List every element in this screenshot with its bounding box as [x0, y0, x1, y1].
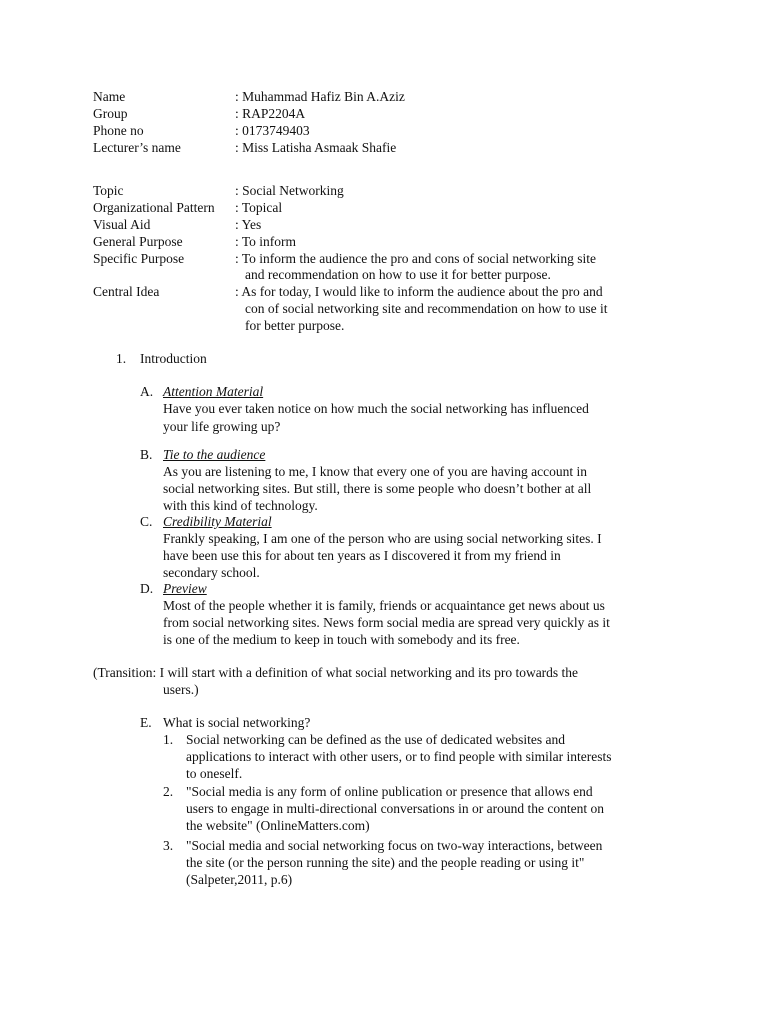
- intro-d-letter: D.: [140, 581, 154, 596]
- intro-title: Introduction: [140, 351, 207, 366]
- item-line: the site (or the person running the site) and the people reading or using it": [186, 855, 585, 870]
- intro-b-letter: B.: [140, 447, 153, 462]
- specific-purpose-line: and recommendation on how to use it for better purpose.: [245, 267, 551, 282]
- credibility-line: Frankly speaking, I am one of the person who are using social networking sites. I: [163, 531, 602, 546]
- group-value: : RAP2204A: [235, 106, 306, 121]
- name-value: : Muhammad Hafiz Bin A.Aziz: [235, 89, 405, 104]
- visual-aid-value: : Yes: [235, 217, 262, 232]
- credibility-heading: Credibility Material: [163, 514, 272, 529]
- item-line: to oneself.: [186, 766, 243, 781]
- tie-to-audience-heading: Tie to the audience: [163, 447, 266, 462]
- central-idea-line: con of social networking site and recommendation on how to use it: [245, 301, 608, 316]
- transition-line: (Transition: I will start with a definition of what social networking and its pro towards the: [93, 665, 579, 680]
- attention-material-heading: Attention Material: [163, 384, 264, 399]
- item-line: (Salpeter,2011, p.6): [186, 872, 293, 887]
- credibility-line: secondary school.: [163, 565, 260, 580]
- credibility-line: have been use this for about ten years as I discovered it from my friend in: [163, 548, 561, 563]
- lecturer-value: : Miss Latisha Asmaak Shafie: [235, 140, 397, 155]
- section-e-title: What is social networking?: [163, 715, 311, 730]
- general-purpose-value: : To inform: [235, 234, 297, 249]
- item-number: 2.: [163, 784, 174, 799]
- topic-value: : Social Networking: [235, 183, 344, 198]
- tie-line: social networking sites. But still, there is some people who doesn’t bother at all: [163, 481, 592, 496]
- item-line: applications to interact with other users, or to find people with similar interests: [186, 749, 612, 764]
- pattern-value: : Topical: [235, 200, 283, 215]
- preview-line: Most of the people whether it is family, friends or acquaintance get news about us: [163, 598, 605, 613]
- section-e-letter: E.: [140, 715, 152, 730]
- central-idea-label: Central Idea: [93, 284, 160, 299]
- phone-label: Phone no: [93, 123, 144, 138]
- attention-line: Have you ever taken notice on how much the social networking has influenced: [163, 401, 589, 416]
- central-idea-line: for better purpose.: [245, 318, 345, 333]
- intro-a-letter: A.: [140, 384, 154, 399]
- item-line: the website" (OnlineMatters.com): [186, 818, 370, 833]
- attention-line: your life growing up?: [163, 419, 281, 434]
- item-number: 1.: [163, 732, 174, 747]
- intro-number: 1.: [116, 351, 127, 366]
- item-line: "Social media is any form of online publication or presence that allows end: [186, 784, 593, 799]
- lecturer-label: Lecturer’s name: [93, 140, 181, 155]
- transition-line: users.): [163, 682, 199, 697]
- visual-aid-label: Visual Aid: [93, 217, 151, 232]
- group-label: Group: [93, 106, 128, 121]
- specific-purpose-line: : To inform the audience the pro and cons of social networking site: [235, 251, 596, 266]
- central-idea-line: : As for today, I would like to inform the audience about the pro and: [235, 284, 603, 299]
- intro-c-letter: C.: [140, 514, 153, 529]
- item-line: "Social media and social networking focus on two-way interactions, between: [186, 838, 603, 853]
- tie-line: As you are listening to me, I know that every one of you are having account in: [163, 464, 588, 479]
- item-line: Social networking can be defined as the use of dedicated websites and: [186, 732, 565, 747]
- item-line: users to engage in multi-directional conversations in or around the content on: [186, 801, 605, 816]
- preview-line: from social networking sites. News form social media are spread very quickly as it: [163, 615, 610, 630]
- phone-value: : 0173749403: [235, 123, 310, 138]
- specific-purpose-label: Specific Purpose: [93, 251, 185, 266]
- preview-heading: Preview: [163, 581, 207, 596]
- preview-line: is one of the medium to keep in touch with somebody and its free.: [163, 632, 520, 647]
- tie-line: with this kind of technology.: [163, 498, 318, 513]
- item-number: 3.: [163, 838, 174, 853]
- topic-label: Topic: [93, 183, 124, 198]
- pattern-label: Organizational Pattern: [93, 200, 215, 215]
- general-purpose-label: General Purpose: [93, 234, 183, 249]
- name-label: Name: [93, 89, 126, 104]
